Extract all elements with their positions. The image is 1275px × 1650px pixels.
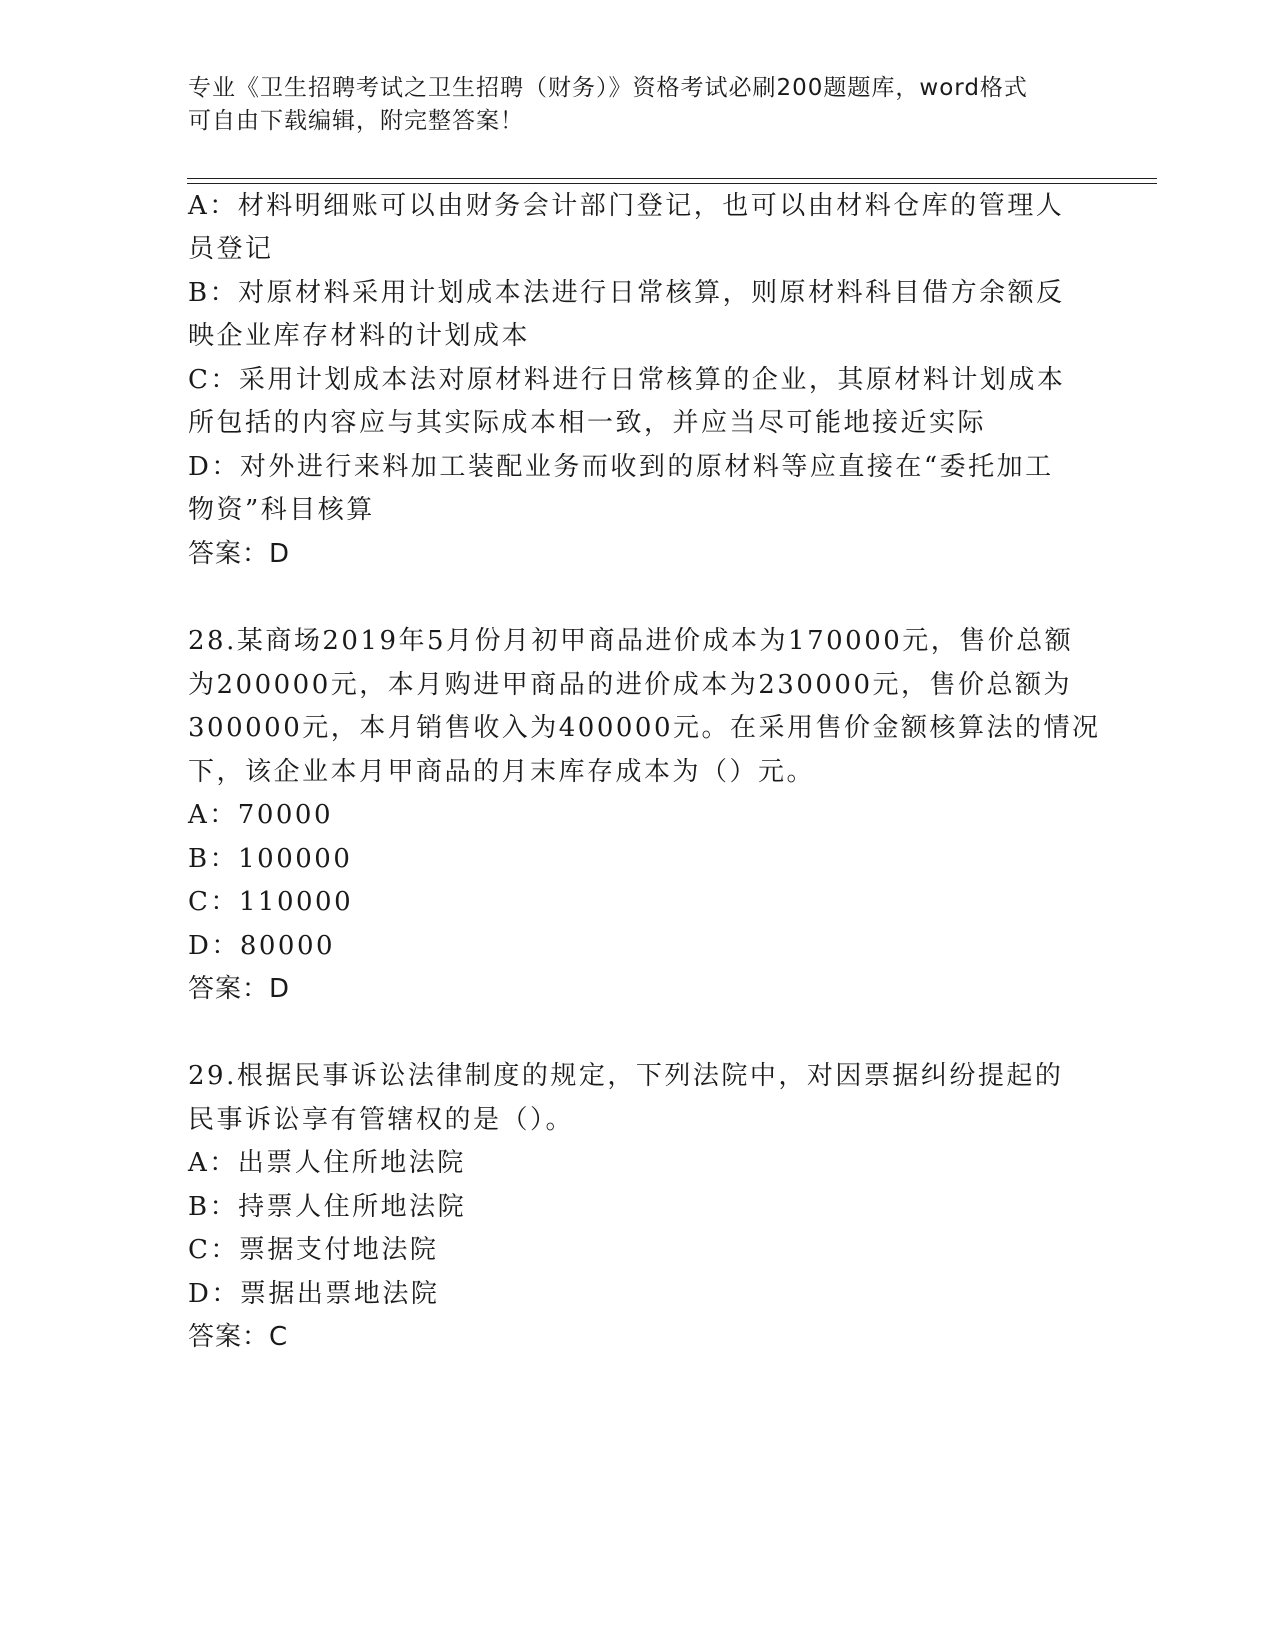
q28-option-b: B：100000 [188, 844, 353, 874]
header-rule-bottom [187, 183, 1157, 184]
q27-option-a-line-1: A：材料明细账可以由财务会计部门登记，也可以由材料仓库的管理人 [188, 191, 1065, 221]
header-rule-top [187, 178, 1157, 179]
q28-stem-line-2: 为200000元，本月购进甲商品的进价成本为230000元，售价总额为 [188, 670, 1073, 700]
q28-option-d: D：80000 [188, 931, 336, 961]
q28-stem-line-1: 28.某商场2019年5月份月初甲商品进价成本为170000元，售价总额 [188, 626, 1074, 656]
q28-stem-line-4: 下，该企业本月甲商品的月末库存成本为（）元。 [188, 757, 816, 787]
q27-option-c-line-2: 所包括的内容应与其实际成本相一致，并应当尽可能地接近实际 [188, 408, 987, 438]
q27-option-d-line-1: D：对外进行来料加工装配业务而收到的原材料等应直接在“委托加工 [188, 452, 1054, 482]
q27-option-c-line-1: C：采用计划成本法对原材料进行日常核算的企业，其原材料计划成本 [188, 365, 1066, 395]
q29-stem-line-2: 民事诉讼享有管辖权的是（）。 [188, 1105, 575, 1135]
q27-option-d-line-2: 物资”科目核算 [188, 495, 375, 525]
document-header [188, 72, 1068, 138]
q28-stem-line-3: 300000元，本月销售收入为400000元。在采用售价金额核算法的情况 [188, 713, 1101, 743]
q29-stem-line-1: 29.根据民事诉讼法律制度的规定，下列法院中，对因票据纠纷提起的 [188, 1061, 1064, 1091]
q29-option-a: A：出票人住所地法院 [188, 1148, 466, 1178]
q27-option-a-line-2: 员登记 [188, 234, 274, 264]
q29-option-c: C：票据支付地法院 [188, 1235, 439, 1265]
q29-option-b: B：持票人住所地法院 [188, 1192, 467, 1222]
q28-option-a: A：70000 [188, 800, 333, 830]
q29-answer: 答案：C [188, 1322, 289, 1352]
q28-answer: 答案：D [188, 974, 291, 1004]
q29-option-d: D：票据出票地法院 [188, 1279, 440, 1309]
q27-option-b-line-2: 映企业库存材料的计划成本 [188, 321, 531, 351]
q28-option-c: C：110000 [188, 887, 354, 917]
q27-option-b-line-1: B：对原材料采用计划成本法进行日常核算，则原材料科目借方余额反 [188, 278, 1065, 308]
q27-answer: 答案：D [188, 539, 291, 569]
header-line-2: 可自由下载编辑，附完整答案！ [188, 108, 524, 134]
header-line-1: 专业《卫生招聘考试之卫生招聘（财务）》资格考试必刷200题题库，word格式 [188, 75, 1028, 101]
